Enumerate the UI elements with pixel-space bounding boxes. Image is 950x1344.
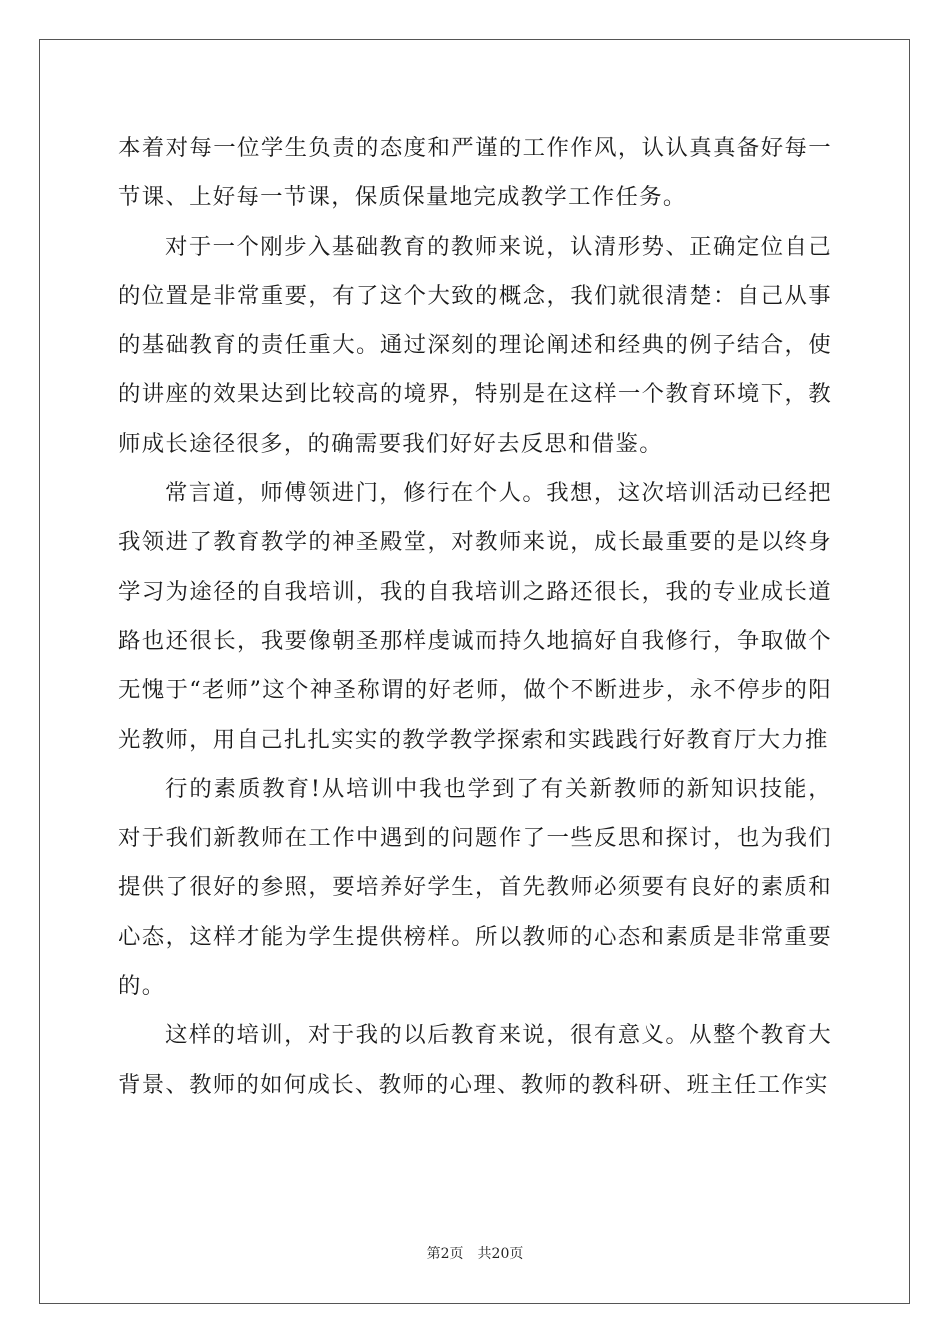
page-number-footer: 第2页 共20页 [426, 1246, 524, 1262]
paragraph-4: 行的素质教育!从培训中我也学到了有关新教师的新知识技能，对于我们新教师在工作中遇到的问题作了一些反思和探讨，也为我们提供了很好的参照，要培养好学生，首先教师必须要有良好的素质和心态，这样才能为学生提供榜样。所以教师的心态和素质是非常重要的。 [118, 775, 832, 1000]
document-body [118, 124, 832, 1110]
paragraph-1: 本着对每一位学生负责的态度和严谨的工作作风，认认真真备好每一节课、上好每一节课，保质保量地完成教学工作任务。 [118, 135, 832, 211]
paragraph-2: 对于一个刚步入基础教育的教师来说，认清形势、正确定位自己的位置是非常重要，有了这个大致的概念，我们就很清楚：自己从事的基础教育的责任重大。通过深刻的理论阐述和经典的例子结合，使的讲座的效果达到比较高的境界，特别是在这样一个教育环境下，教师成长途径很多，的确需要我们好好去反思和借鉴。 [118, 233, 832, 457]
paragraph-5: 这样的培训，对于我的以后教育来说，很有意义。从整个教育大背景、教师的如何成长、教师的心理、教师的教科研、班主任工作实 [118, 1022, 832, 1098]
paragraph-3: 常言道，师傅领进门，修行在个人。我想，这次培训活动已经把我领进了教育教学的神圣殿堂，对教师来说，成长最重要的是以终身学习为途径的自我培训，我的自我培训之路还很长，我的专业成长道路也还很长，我要像朝圣那样虔诚而持久地搞好自我修行，争取做个无愧于“老师”这个神圣称谓的好老师，做个不断进步，永不停步的阳光教师，用自己扎扎实实的教学教学探索和实践践行好教育厅大力推 [118, 480, 832, 753]
